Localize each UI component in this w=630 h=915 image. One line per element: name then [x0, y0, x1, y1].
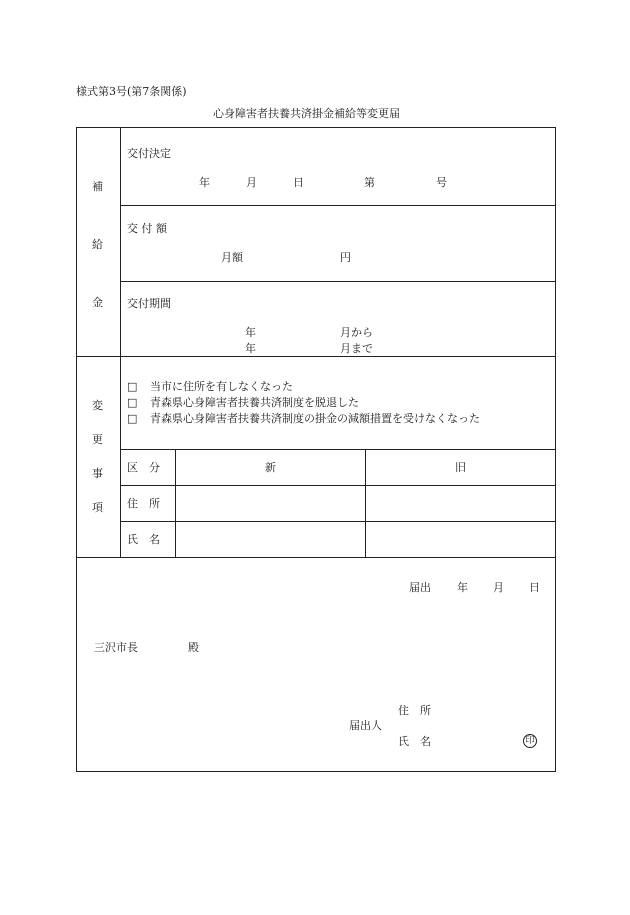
divider — [120, 127, 121, 557]
table-header-new: 新 — [265, 461, 276, 474]
applicant-address-label: 住 所 — [398, 704, 431, 717]
divider — [76, 356, 556, 357]
todokede-label: 届出 — [409, 581, 431, 594]
kikan-start-year: 年 — [245, 326, 256, 339]
kikan-end-month: 月まで — [340, 342, 373, 355]
divider — [120, 521, 556, 522]
hojokin-side-label-1: 補 — [92, 180, 103, 193]
dono: 殿 — [188, 641, 199, 654]
getsugaku-label: 月額 — [221, 251, 243, 264]
koufu-gaku-label: 交 付 額 — [127, 222, 167, 235]
table-header-old: 旧 — [455, 461, 466, 474]
reason-text: 青森県心身障害者扶養共済制度の掛金の減額措置を受けなくなった — [150, 412, 480, 425]
koufu-kettei-year: 年 — [199, 176, 210, 189]
divider — [76, 557, 556, 558]
koufu-kettei-month: 月 — [246, 176, 257, 189]
reason-checkbox[interactable]: □ — [127, 380, 138, 393]
applicant-name-label: 氏 名 — [398, 735, 431, 748]
henko-side-label-3: 事 — [92, 467, 103, 480]
divider — [120, 449, 556, 450]
divider — [175, 449, 176, 557]
table-header-kubun: 区 分 — [127, 461, 160, 474]
seal-icon: 印 — [523, 734, 537, 748]
koufu-kettei-gou: 号 — [436, 176, 447, 189]
kikan-start-month: 月から — [340, 326, 373, 339]
table-row-jusho: 住 所 — [127, 497, 160, 510]
divider — [120, 281, 556, 282]
henko-side-label-2: 更 — [92, 433, 103, 446]
henko-side-label-1: 変 — [92, 399, 103, 412]
koufu-kikan-label: 交付期間 — [127, 297, 171, 310]
todokede-day: 日 — [529, 581, 540, 594]
reason-text: 青森県心身障害者扶養共済制度を脱退した — [150, 396, 359, 409]
reason-checkbox[interactable]: □ — [127, 396, 138, 409]
reason-checkbox[interactable]: □ — [127, 412, 138, 425]
henko-side-label-4: 項 — [92, 501, 103, 514]
hojokin-side-label-3: 金 — [92, 296, 103, 309]
hojokin-side-label-2: 給 — [92, 238, 103, 251]
table-row-shimei: 氏 名 — [127, 533, 160, 546]
reason-text: 当市に住所を有しなくなった — [150, 380, 293, 393]
koufu-kettei-dai: 第 — [364, 176, 375, 189]
kikan-end-year: 年 — [245, 342, 256, 355]
koufu-kettei-label: 交付決定 — [127, 147, 171, 160]
page-title: 心身障害者扶養共済掛金補給等変更届 — [213, 107, 400, 120]
todokede-month: 月 — [493, 581, 504, 594]
applicant-label: 届出人 — [349, 719, 382, 732]
divider — [120, 205, 556, 206]
addressee: 三沢市長 — [94, 641, 138, 654]
divider — [120, 485, 556, 486]
koufu-kettei-day: 日 — [293, 176, 304, 189]
todokede-year: 年 — [457, 581, 468, 594]
divider — [365, 449, 366, 557]
form-number: 様式第3号(第7条関係) — [76, 85, 187, 98]
yen-label: 円 — [340, 251, 351, 264]
